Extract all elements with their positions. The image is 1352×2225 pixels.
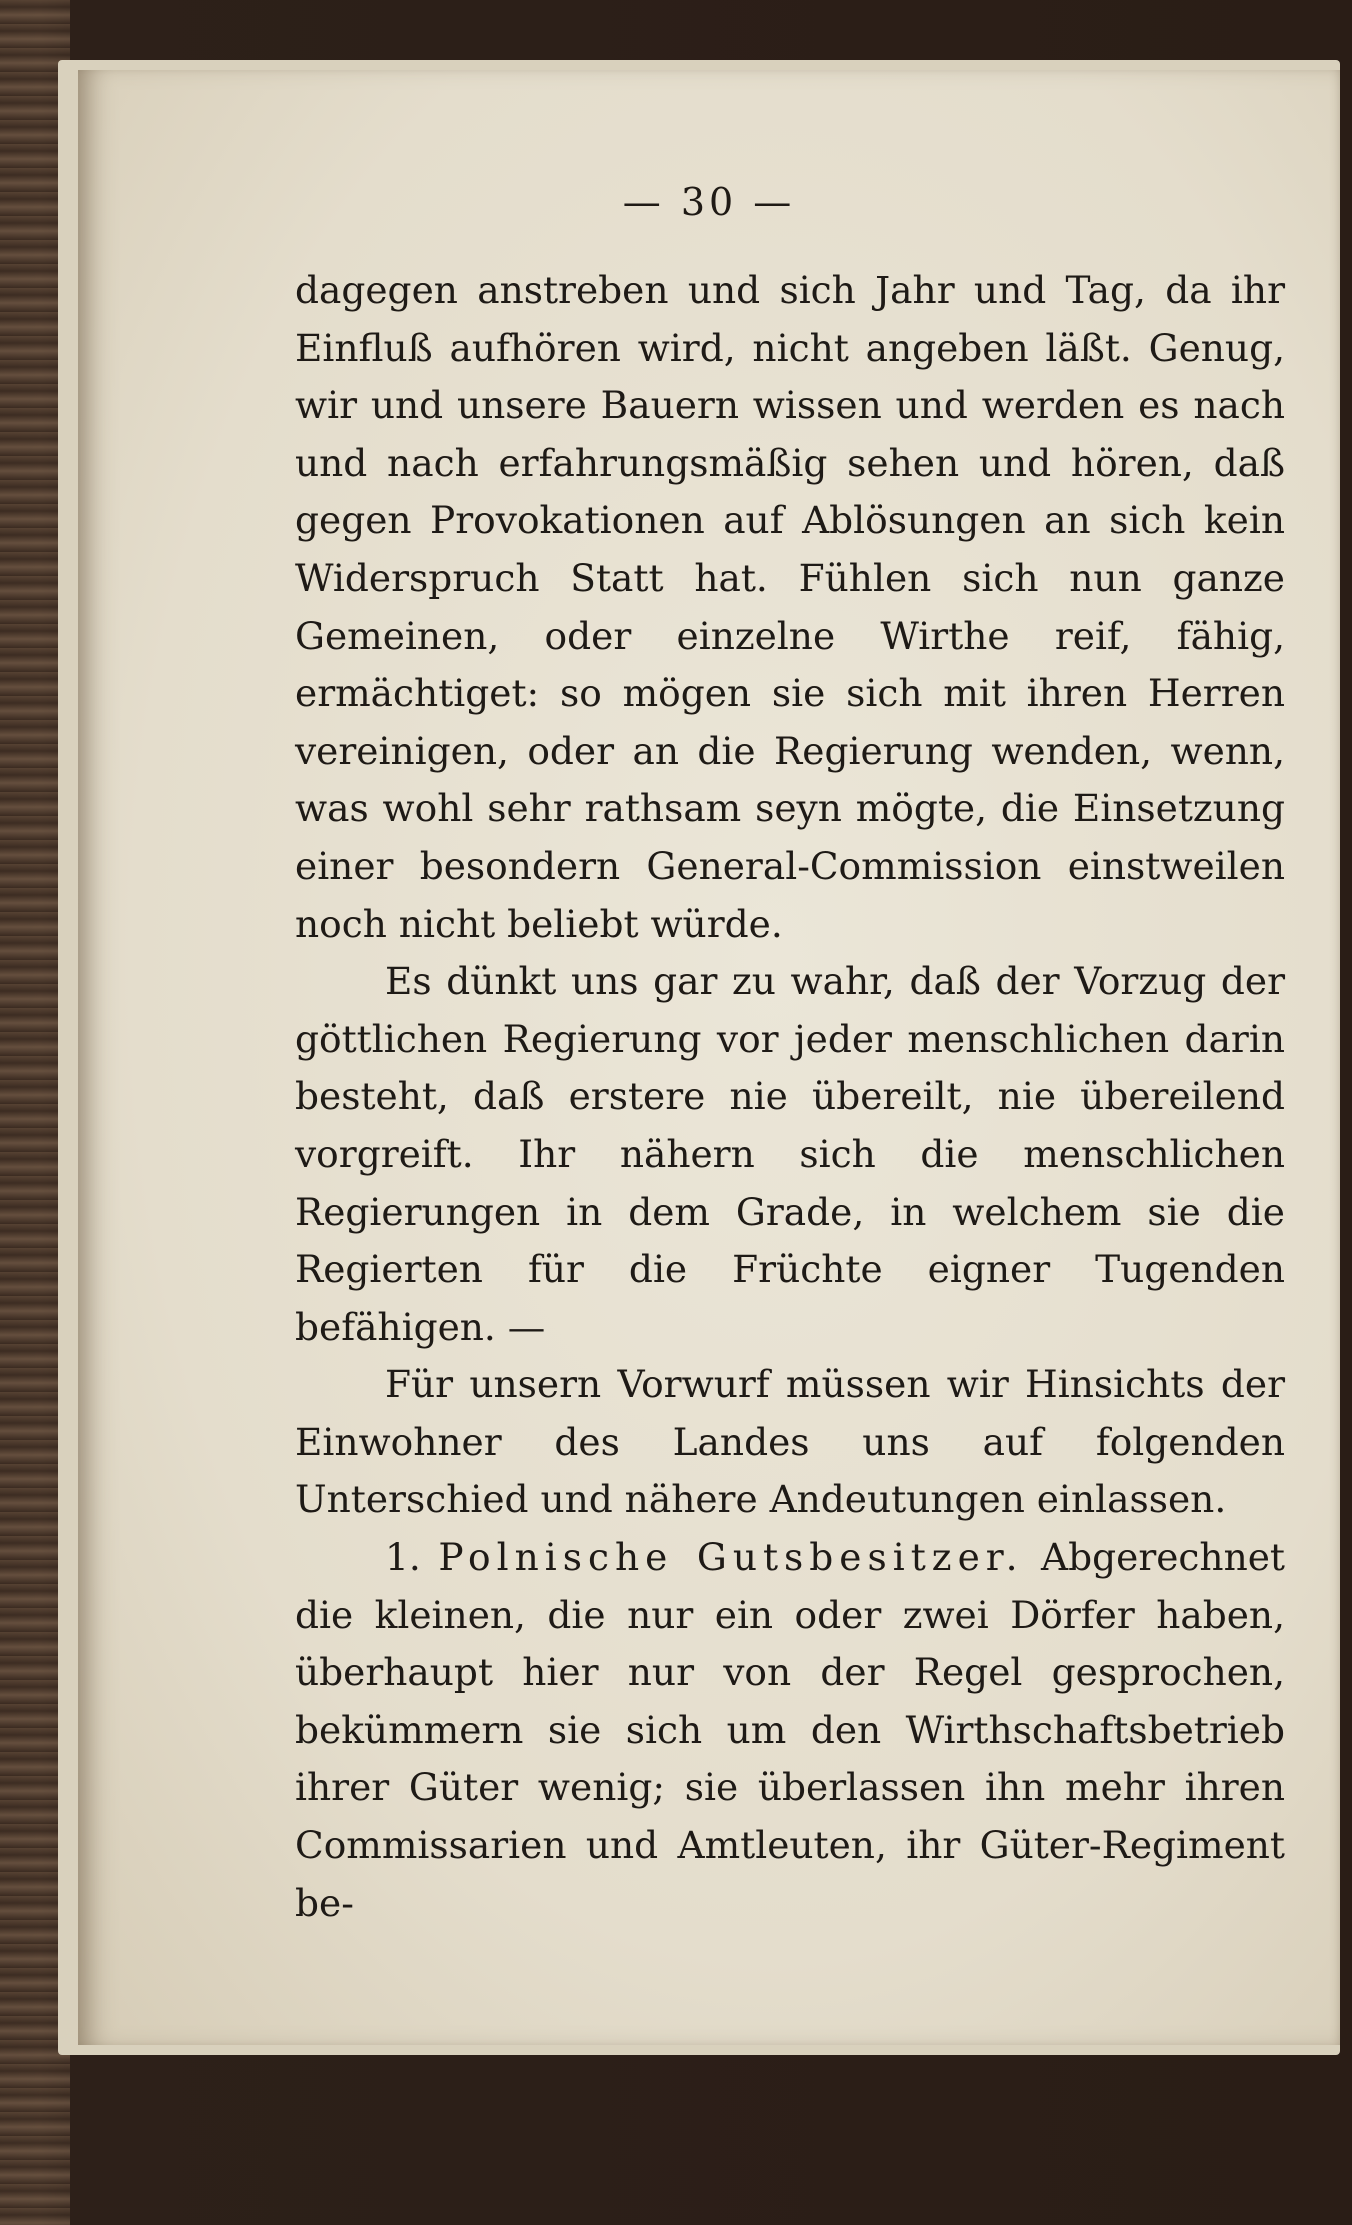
item-text: Abgerechnet die kleinen, die nur ein oder zwei Dörfer haben, überhaupt hier nur von der Regel gesprochen, bekümmern sie sich um den Wirthschaftsbetrieb ihrer Güter wenig; sie überlassen ihn mehr ihren Commissarien und Amtleuten, ihr Güter-Regiment be- (295, 1535, 1286, 1925)
paragraph-1: dagegen anstreben und sich Jahr und Tag, da ihr Einfluß aufhören wird, nicht angeben läßt. Genug, wir und unsere Bauern wissen und werden es nach und nach erfahrungsmäßig sehen und hören, daß gegen Provokationen auf Ablösungen an sich kein Widerspruch Statt hat. Fühlen sich nun ganze Gemeinen, oder einzelne Wirthe reif, fähig, ermächtiget: so mögen sie sich mit ihren Herren vereinigen, oder an die Regierung wenden, wenn, was wohl sehr rathsam seyn mögte, die Einsetzung einer besondern General-Commission einstweilen noch nicht beliebt würde. (295, 268, 1285, 946)
body-text (295, 262, 1285, 1932)
paragraph-2: Es dünkt uns gar zu wahr, daß der Vorzug der göttlichen Regierung vor jeder menschlichen darin besteht, daß erstere nie übereilt, nie übereilend vorgreift. Ihr nähern sich die menschlichen Regierungen in dem Grade, in welchem sie die Regierten für die Früchte eigner Tugenden befähigen. — (295, 959, 1285, 1349)
item-heading: Polnische Gutsbesitzer. (438, 1535, 1024, 1580)
page-number: — 30 — (622, 180, 796, 224)
paragraph-3: Für unsern Vorwurf müssen wir Hinsichts der Einwohner des Landes uns auf folgenden Unterschied und nähere Andeutungen einlassen. (295, 1362, 1285, 1522)
item-number: 1. (385, 1535, 421, 1580)
paragraph-4 (295, 1529, 1285, 1932)
